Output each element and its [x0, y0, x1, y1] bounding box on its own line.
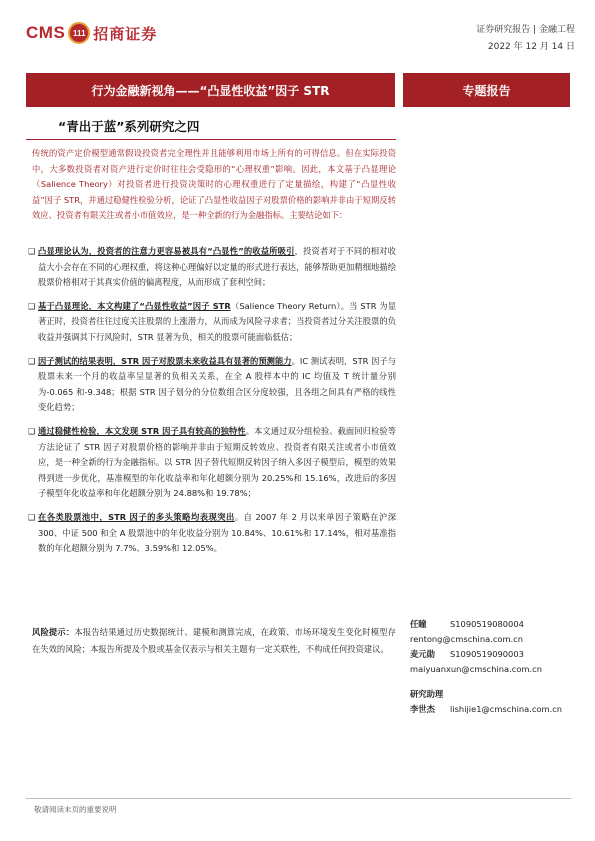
analyst-row [410, 617, 575, 632]
risk-warning [32, 624, 396, 658]
finding-item [28, 510, 396, 557]
title-divider [26, 139, 396, 140]
side-title: 专题报告 [403, 73, 570, 107]
finding-lead: 在各类股票池中，STR 因子的多头策略均表现突出 [38, 511, 235, 522]
risk-text: 本报告结果通过历史数据统计、建模和测算完成，在政策、市场环境发生变化时模型存在失效的风险；本报告所提及个股或基金仅表示与相关主题有一定关联性，不构成任何投资建议。 [32, 627, 396, 654]
analyst-email[interactable]: maiyuanxun@cmschina.com.cn [410, 664, 542, 674]
finding-text [38, 424, 396, 502]
finding-text [38, 299, 396, 346]
analyst-license: S1090519080004 [450, 619, 524, 629]
finding-lead: 凸显理论认为，投资者的注意力更容易被具有“凸显性”的收益所吸引 [38, 246, 295, 256]
assistant-email[interactable]: lishijie1@cmschina.com.cn [450, 704, 563, 714]
finding-item [28, 244, 396, 291]
report-date: 2022 年 12 月 14 日 [487, 42, 575, 52]
analyst-name: 任瞳 [410, 619, 427, 629]
header-meta [476, 22, 575, 56]
finding-item [28, 299, 396, 346]
checkbox-icon: ❑ [28, 247, 36, 256]
report-title: 行为金融新视角——“凸显性收益”因子 STR [26, 73, 395, 107]
key-findings [28, 244, 396, 565]
finding-text [38, 510, 396, 557]
analyst-license: S1090519090003 [450, 649, 524, 659]
risk-lead: 风险提示： [32, 627, 75, 637]
finding-item [28, 424, 396, 502]
footer-divider [26, 798, 571, 799]
report-subtitle: “青出于蓝”系列研究之四 [58, 119, 200, 134]
finding-text [38, 354, 396, 416]
assistant-title: 研究助理 [410, 689, 444, 699]
analyst-email[interactable]: rentong@cmschina.com.cn [410, 634, 523, 644]
checkbox-icon: ❑ [28, 356, 36, 366]
finding-lead: 基于凸显理论，本文构建了“凸显性收益”因子 STR [38, 300, 231, 311]
finding-body: （Salience Theory Return）。当 STR 为显著正时，投资者往往过度关注股票的上涨潜力，从而成为风险寻求者；当投资者过分关注股票的负收益并强调其下行风险时，STR 显著为负，相关的股票可能面临低估； [38, 300, 396, 342]
checkbox-icon: ❑ [28, 512, 36, 522]
finding-lead: 因子测试的结果表明，STR 因子对股票未来收益具有显著的预测能力 [38, 355, 292, 366]
company-logo [26, 20, 157, 46]
finding-body: 。IC 测试表明，STR 因子与股票未来一个月的收益率呈显著的负相关关系，在全 A 股样本中的 IC 均值及 T 统计量分别为-0.065 和-9.348；根据 STR 因子划分的分位数组合区分度较强，且各组之间具有严格的线性变化趋势； [38, 355, 396, 413]
analyst-panel [410, 617, 575, 717]
finding-text [38, 244, 396, 291]
finding-body: ，投资者对于不同的相对收益大小会存在不同的心理权重，将这种心理偏好以定量的形式进行表达，能够帮助更加精细地描绘股票价格相对于其真实价值的偏离程度，从而形成了套利空间； [38, 246, 396, 288]
footer-note: 敬请阅读末页的重要说明 [34, 805, 117, 814]
checkbox-icon: ❑ [28, 426, 36, 436]
analyst-row [410, 647, 575, 662]
report-type: 证券研究报告 | 金融工程 [476, 25, 575, 35]
assistant-row [410, 702, 575, 717]
logo-mark-icon: 111 [68, 22, 90, 44]
intro-paragraph: 传统的资产定价模型通常假设投资者完全理性并且能够利用市场上所有的可得信息。但在实际投资中，大多数投资者对资产进行定价时往往会受隐形的“心理权重”影响。因此，本文基于凸显理论（Salience Theory）对投资者进行投资决策时的心理权重进行了定量描绘，构建了“凸显性收益”因子 STR，并通过稳健性检验分析，论证了凸显性收益因子对股票价格的影响并非由于短期反转效应、投资者有限关注或者小市值效应，是一种全新的行为金融指标。主要结论如下： [32, 148, 396, 221]
checkbox-icon: ❑ [28, 301, 36, 311]
analyst-name: 麦元勋 [410, 649, 435, 659]
finding-body: 。自 2007 年 2 月以来单因子策略在沪深 300、中证 500 和全 A 股票池中的年化收益分别为 10.84%、10.61%和 17.14%，相对基准指数的年化超额分别为 7.7%、3.59%和 12.05%。 [38, 511, 396, 554]
assistant-name: 李世杰 [410, 704, 435, 714]
finding-item [28, 354, 396, 416]
finding-lead: 通过稳健性检验，本文发现 STR 因子具有较高的独特性 [38, 425, 246, 436]
finding-body: 。本文通过双分组检验、截面回归检验等方法论证了 STR 因子对股票价格的影响并非由于短期反转效应、投资者有限关注或者小市值效应，是一种全新的行为金融指标。以 STR 因子替代短期反转因子纳入多因子模型后，模型的效果得到进一步优化，基准模型的年化收益率和年化超额分别为 20.25%和 15.16%，改进后的多因子模型年化收益率和年化超额分别为 24.88%和 19.78%； [38, 425, 396, 499]
logo-cms-text: CMS [26, 23, 66, 42]
logo-cn-text: 招商证券 [93, 24, 158, 43]
